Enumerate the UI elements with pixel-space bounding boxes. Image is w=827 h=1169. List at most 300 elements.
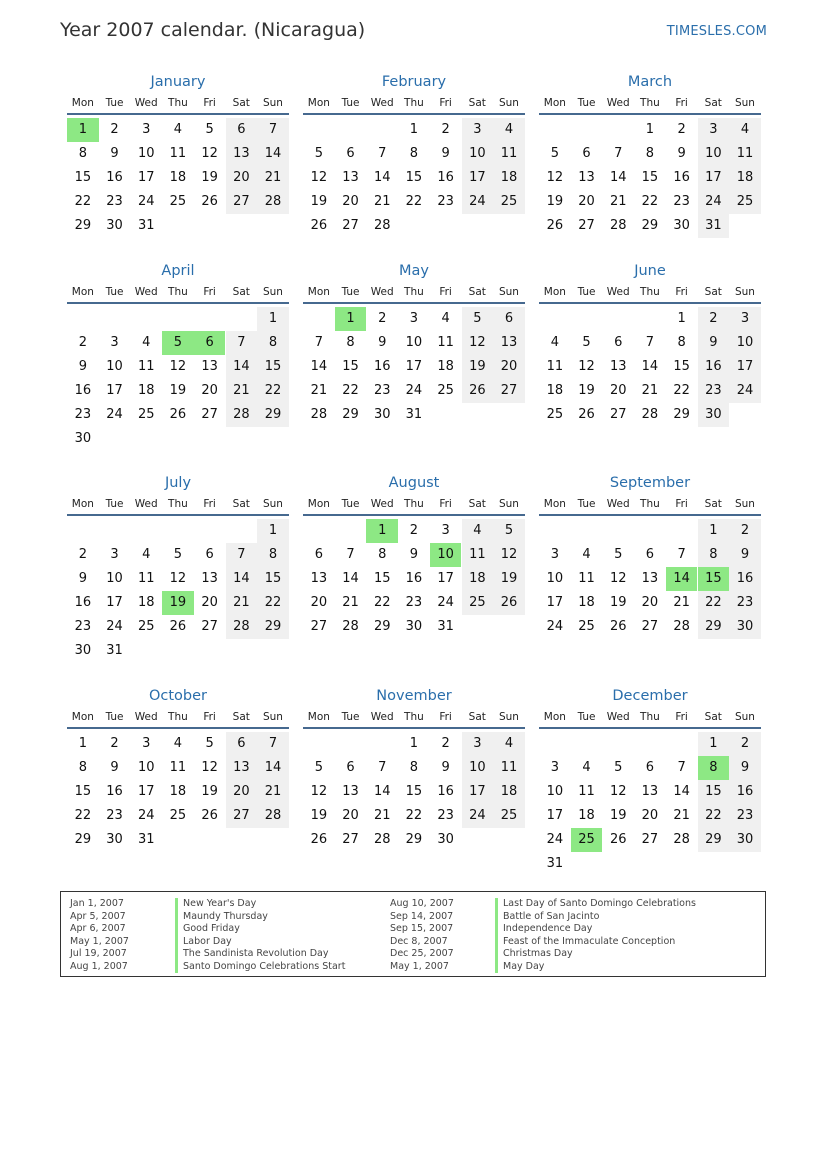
month-name: September — [609, 475, 691, 491]
weekday-label: Thu — [404, 286, 424, 298]
weekday-label: Tue — [341, 498, 360, 510]
day-cell: 21 — [226, 379, 258, 403]
day-cell: 21 — [373, 194, 391, 209]
day-cell: 6 — [493, 307, 525, 331]
day-cell: 24 — [546, 832, 564, 847]
day-cell: 5 — [314, 760, 323, 775]
day-cell: 16 — [405, 571, 423, 586]
weekday-label: Sat — [232, 97, 250, 109]
legend-date: May 1, 2007 — [390, 960, 449, 972]
day-cell: 30 — [437, 832, 454, 847]
weekday-label: Thu — [404, 498, 424, 510]
day-cell: 12 — [609, 571, 627, 586]
day-cell: 9 — [78, 571, 87, 586]
day-cell: 4 — [550, 335, 559, 350]
holiday-day-cell: 25 — [571, 828, 603, 852]
day-cell: 25 — [729, 190, 761, 214]
holiday-day-cell: 1 — [335, 307, 367, 331]
day-cell: 2 — [409, 523, 419, 538]
weekday-label: Sun — [262, 498, 283, 510]
weekday-label: Wed — [134, 711, 158, 723]
day-cell: 29 — [257, 615, 289, 639]
weekday-label: Fri — [675, 711, 688, 723]
day-cell: 18 — [546, 383, 564, 398]
legend-holiday-name: Battle of San Jacinto — [495, 911, 599, 924]
month-name: November — [376, 688, 452, 704]
legend-holiday-name: Last Day of Santo Domingo Celebrations — [495, 898, 696, 911]
holiday-legend — [60, 891, 766, 977]
day-cell: 14 — [226, 567, 258, 591]
day-cell: 14 — [310, 359, 328, 374]
day-cell: 5 — [582, 335, 591, 350]
weekday-label: Sat — [468, 97, 486, 109]
weekday-label: Tue — [341, 711, 360, 723]
day-cell: 1 — [257, 307, 289, 331]
day-cell: 17 — [437, 571, 454, 586]
day-cell: 30 — [729, 828, 761, 852]
day-grid — [539, 732, 761, 876]
weekday-label: Fri — [439, 286, 452, 298]
day-cell: 22 — [257, 591, 289, 615]
weekday-label: Sun — [734, 97, 755, 109]
day-cell: 3 — [550, 547, 559, 562]
weekday-label: Tue — [105, 97, 124, 109]
day-cell: 17 — [698, 166, 730, 190]
day-cell: 28 — [641, 407, 659, 422]
weekday-label: Mon — [307, 498, 330, 510]
day-cell: 3 — [142, 736, 151, 751]
day-cell: 6 — [645, 547, 655, 562]
weekday-label: Mon — [71, 498, 94, 510]
day-cell: 11 — [462, 543, 494, 567]
day-cell: 15 — [673, 359, 690, 374]
day-cell: 8 — [409, 146, 419, 161]
day-cell: 31 — [106, 643, 123, 658]
weekday-label: Thu — [640, 711, 660, 723]
month-june — [539, 260, 761, 427]
day-cell: 31 — [698, 214, 730, 238]
weekday-label: Sun — [498, 286, 519, 298]
day-grid — [67, 118, 289, 238]
weekday-header — [303, 707, 525, 729]
day-cell: 3 — [142, 122, 151, 137]
day-cell: 12 — [201, 760, 218, 775]
day-cell: 8 — [409, 760, 419, 775]
day-cell: 23 — [437, 808, 454, 823]
weekday-label: Sun — [498, 97, 519, 109]
weekday-label: Sat — [704, 286, 722, 298]
day-cell: 28 — [673, 832, 690, 847]
day-cell: 30 — [373, 407, 391, 422]
day-cell: 27 — [226, 190, 258, 214]
weekday-label: Tue — [577, 286, 596, 298]
weekday-label: Mon — [307, 286, 330, 298]
weekday-header — [67, 707, 289, 729]
day-cell: 24 — [437, 595, 454, 610]
day-cell: 5 — [493, 519, 525, 543]
day-cell: 13 — [641, 571, 659, 586]
month-name: March — [627, 74, 673, 90]
day-cell: 22 — [74, 808, 92, 823]
day-cell: 7 — [378, 146, 387, 161]
legend-date: Sep 14, 2007 — [390, 910, 454, 922]
day-cell: 17 — [462, 780, 494, 804]
day-cell: 11 — [137, 571, 155, 586]
day-cell: 22 — [641, 194, 659, 209]
legend-holiday-name: New Year's Day — [175, 898, 256, 911]
weekday-label: Tue — [105, 711, 124, 723]
weekday-label: Tue — [577, 711, 596, 723]
month-january — [67, 71, 289, 238]
day-cell: 4 — [142, 547, 151, 562]
day-cell: 16 — [437, 170, 454, 185]
day-cell: 29 — [257, 403, 289, 427]
weekday-label: Wed — [134, 286, 158, 298]
day-cell: 25 — [437, 383, 454, 398]
day-cell: 22 — [373, 595, 391, 610]
day-cell: 15 — [405, 170, 423, 185]
day-cell: 2 — [729, 519, 761, 543]
day-cell: 18 — [493, 166, 525, 190]
weekday-label: Sun — [262, 97, 283, 109]
day-cell: 5 — [205, 736, 214, 751]
weekday-label: Sat — [232, 286, 250, 298]
legend-date: Dec 8, 2007 — [390, 935, 448, 947]
day-cell: 20 — [226, 780, 258, 804]
day-cell: 16 — [74, 383, 92, 398]
day-cell: 8 — [677, 335, 686, 350]
day-cell: 27 — [641, 619, 659, 634]
day-cell: 15 — [641, 170, 659, 185]
day-cell: 20 — [609, 383, 627, 398]
day-cell: 25 — [169, 194, 187, 209]
legend-holiday-name: Independence Day — [495, 923, 592, 936]
weekday-label: Wed — [606, 711, 630, 723]
day-cell: 21 — [673, 595, 690, 610]
weekday-label: Thu — [168, 498, 188, 510]
day-cell: 28 — [257, 190, 289, 214]
day-cell: 6 — [346, 146, 355, 161]
day-cell: 13 — [201, 571, 218, 586]
month-april — [67, 260, 289, 451]
day-cell: 23 — [437, 194, 454, 209]
weekday-label: Tue — [341, 286, 360, 298]
legend-date: Sep 15, 2007 — [390, 923, 454, 934]
weekday-label: Sun — [734, 711, 755, 723]
day-cell: 8 — [346, 335, 355, 350]
day-cell: 2 — [729, 732, 761, 756]
day-cell: 9 — [729, 543, 761, 567]
day-cell: 23 — [74, 619, 92, 634]
day-cell: 6 — [314, 547, 323, 562]
day-cell: 1 — [78, 736, 87, 751]
day-cell: 10 — [405, 335, 423, 350]
month-august — [303, 472, 525, 639]
day-cell: 7 — [257, 732, 289, 756]
day-cell: 21 — [257, 166, 289, 190]
day-cell: 15 — [257, 355, 289, 379]
weekday-label: Wed — [370, 286, 394, 298]
day-cell: 28 — [226, 615, 258, 639]
day-cell: 13 — [578, 170, 595, 185]
day-cell: 18 — [137, 595, 155, 610]
day-cell: 29 — [74, 832, 92, 847]
day-cell: 5 — [314, 146, 323, 161]
day-cell: 9 — [78, 359, 87, 374]
holiday-day-cell: 5 — [162, 331, 194, 355]
weekday-label: Sat — [704, 711, 722, 723]
legend-date: Jan 1, 2007 — [70, 898, 124, 909]
month-name: January — [150, 74, 206, 90]
day-cell: 30 — [405, 619, 423, 634]
day-cell: 2 — [698, 307, 730, 331]
day-cell: 3 — [441, 523, 450, 538]
day-cell: 31 — [405, 407, 423, 422]
day-cell: 4 — [582, 760, 591, 775]
month-july — [67, 472, 289, 663]
day-cell: 2 — [378, 311, 387, 326]
day-cell: 4 — [142, 335, 151, 350]
day-cell: 6 — [226, 732, 258, 756]
legend-holiday-name: Santo Domingo Celebrations Start — [175, 961, 345, 974]
day-cell: 9 — [441, 760, 450, 775]
month-october — [67, 685, 289, 852]
day-cell: 24 — [462, 190, 494, 214]
day-cell: 11 — [493, 142, 525, 166]
day-cell: 20 — [641, 595, 659, 610]
day-cell: 7 — [614, 146, 623, 161]
day-cell: 26 — [310, 218, 328, 233]
day-cell: 3 — [462, 118, 494, 142]
legend-holiday-name: Good Friday — [175, 923, 240, 936]
legend-date: Jul 19, 2007 — [70, 948, 127, 959]
weekday-label: Tue — [105, 498, 124, 510]
weekday-label: Fri — [439, 498, 452, 510]
day-cell: 20 — [342, 808, 359, 823]
day-cell: 20 — [641, 808, 659, 823]
day-grid — [303, 118, 525, 238]
day-cell: 17 — [106, 383, 123, 398]
day-cell: 7 — [314, 335, 323, 350]
weekday-label: Wed — [606, 498, 630, 510]
day-cell: 18 — [137, 383, 155, 398]
day-cell: 14 — [641, 359, 659, 374]
day-cell: 3 — [462, 732, 494, 756]
day-cell: 29 — [641, 218, 659, 233]
day-cell: 9 — [409, 547, 419, 562]
day-cell: 12 — [201, 146, 218, 161]
day-cell: 2 — [78, 335, 87, 350]
day-cell: 9 — [677, 146, 686, 161]
month-september — [539, 472, 761, 639]
weekday-label: Mon — [307, 711, 330, 723]
day-cell: 10 — [462, 756, 494, 780]
weekday-label: Sun — [498, 711, 519, 723]
weekday-label: Fri — [439, 711, 452, 723]
day-cell: 18 — [437, 359, 454, 374]
weekday-header — [539, 707, 761, 729]
weekday-label: Sun — [734, 498, 755, 510]
day-cell: 27 — [609, 407, 627, 422]
day-cell: 28 — [257, 804, 289, 828]
day-cell: 7 — [378, 760, 387, 775]
day-cell: 12 — [462, 331, 494, 355]
weekday-label: Tue — [341, 97, 360, 109]
day-cell: 19 — [493, 567, 525, 591]
legend-date: Dec 25, 2007 — [390, 948, 454, 959]
day-cell: 20 — [578, 194, 595, 209]
legend-holiday-name: Christmas Day — [495, 948, 573, 961]
day-cell: 18 — [462, 567, 494, 591]
weekday-label: Fri — [439, 97, 452, 109]
day-cell: 9 — [729, 756, 761, 780]
day-cell: 11 — [578, 784, 595, 799]
day-grid — [67, 307, 289, 451]
day-cell: 31 — [546, 856, 564, 871]
day-cell: 26 — [493, 591, 525, 615]
day-cell: 3 — [110, 547, 119, 562]
weekday-header — [67, 494, 289, 516]
day-cell: 16 — [373, 359, 391, 374]
day-cell: 11 — [437, 335, 454, 350]
day-cell: 26 — [578, 407, 595, 422]
day-cell: 20 — [226, 166, 258, 190]
weekday-label: Mon — [307, 97, 330, 109]
day-cell: 6 — [226, 118, 258, 142]
day-cell: 12 — [609, 784, 627, 799]
day-cell: 26 — [169, 407, 187, 422]
legend-date: Apr 6, 2007 — [70, 923, 126, 934]
weekday-label: Fri — [675, 97, 688, 109]
weekday-label: Wed — [370, 498, 394, 510]
day-cell: 13 — [201, 359, 218, 374]
day-cell: 2 — [110, 122, 119, 137]
day-cell: 31 — [137, 832, 155, 847]
day-cell: 7 — [257, 118, 289, 142]
day-cell: 10 — [137, 146, 155, 161]
day-cell: 29 — [698, 615, 730, 639]
day-cell: 14 — [673, 784, 690, 799]
day-cell: 14 — [609, 170, 627, 185]
day-cell: 26 — [201, 808, 218, 823]
day-cell: 5 — [550, 146, 559, 161]
day-cell: 7 — [677, 547, 686, 562]
day-cell: 20 — [201, 595, 218, 610]
day-cell: 25 — [137, 407, 155, 422]
weekday-label: Mon — [71, 711, 94, 723]
weekday-label: Tue — [105, 286, 124, 298]
day-cell: 17 — [137, 784, 155, 799]
day-cell: 15 — [74, 784, 92, 799]
weekday-label: Sat — [232, 498, 250, 510]
day-cell: 12 — [310, 170, 328, 185]
day-cell: 31 — [137, 218, 155, 233]
weekday-label: Mon — [71, 97, 94, 109]
day-cell: 17 — [106, 595, 123, 610]
day-cell: 9 — [441, 146, 450, 161]
day-cell: 19 — [310, 194, 328, 209]
weekday-label: Wed — [134, 498, 158, 510]
day-cell: 12 — [546, 170, 564, 185]
holiday-day-cell: 1 — [366, 519, 398, 543]
day-cell: 20 — [310, 595, 328, 610]
day-cell: 13 — [342, 170, 359, 185]
day-cell: 21 — [609, 194, 627, 209]
day-cell: 22 — [405, 194, 423, 209]
month-name: August — [388, 475, 440, 491]
day-grid — [67, 732, 289, 852]
day-cell: 21 — [373, 808, 391, 823]
day-cell: 4 — [582, 547, 591, 562]
day-cell: 22 — [698, 804, 730, 828]
day-grid — [303, 519, 525, 639]
day-cell: 5 — [614, 760, 623, 775]
day-cell: 10 — [546, 784, 564, 799]
day-cell: 24 — [546, 619, 564, 634]
day-cell: 24 — [137, 808, 155, 823]
day-cell: 13 — [310, 571, 328, 586]
weekday-label: Thu — [404, 711, 424, 723]
legend-holiday-name: Maundy Thursday — [175, 911, 268, 924]
day-cell: 4 — [493, 118, 525, 142]
day-cell: 8 — [257, 331, 289, 355]
day-cell: 25 — [169, 808, 187, 823]
weekday-header — [67, 93, 289, 115]
day-cell: 29 — [405, 832, 423, 847]
holiday-day-cell: 14 — [666, 567, 698, 591]
month-name: June — [634, 263, 666, 279]
holiday-day-cell: 15 — [698, 567, 730, 591]
weekday-label: Wed — [134, 97, 158, 109]
day-cell: 24 — [106, 619, 123, 634]
day-cell: 16 — [74, 595, 92, 610]
day-cell: 14 — [373, 170, 391, 185]
day-cell: 29 — [673, 407, 690, 422]
weekday-label: Sun — [498, 498, 519, 510]
day-cell: 30 — [74, 431, 92, 446]
weekday-label: Fri — [675, 498, 688, 510]
legend-date: May 1, 2007 — [70, 935, 129, 947]
day-cell: 15 — [373, 571, 391, 586]
day-cell: 27 — [641, 832, 659, 847]
day-cell: 22 — [673, 383, 690, 398]
legend-holiday-name: Labor Day — [175, 936, 232, 949]
brand-link[interactable]: TIMESLES.COM — [666, 24, 767, 39]
month-november — [303, 685, 525, 852]
day-cell: 21 — [641, 383, 659, 398]
holiday-day-cell: 10 — [430, 543, 462, 567]
day-cell: 9 — [698, 331, 730, 355]
day-cell: 29 — [342, 407, 359, 422]
day-cell: 19 — [201, 170, 218, 185]
weekday-header — [303, 282, 525, 304]
page-title: Year 2007 calendar. (Nicaragua) — [60, 19, 366, 41]
weekday-label: Tue — [577, 498, 596, 510]
day-cell: 16 — [437, 784, 454, 799]
day-cell: 24 — [106, 407, 123, 422]
day-cell: 22 — [698, 591, 730, 615]
day-cell: 23 — [673, 194, 690, 209]
month-name: July — [164, 475, 192, 491]
weekday-label: Fri — [203, 711, 216, 723]
day-cell: 27 — [578, 218, 595, 233]
day-grid — [303, 307, 525, 427]
weekday-label: Wed — [606, 286, 630, 298]
weekday-header — [303, 494, 525, 516]
day-cell: 27 — [201, 407, 218, 422]
day-cell: 4 — [493, 732, 525, 756]
legend-date: Apr 5, 2007 — [70, 910, 126, 922]
